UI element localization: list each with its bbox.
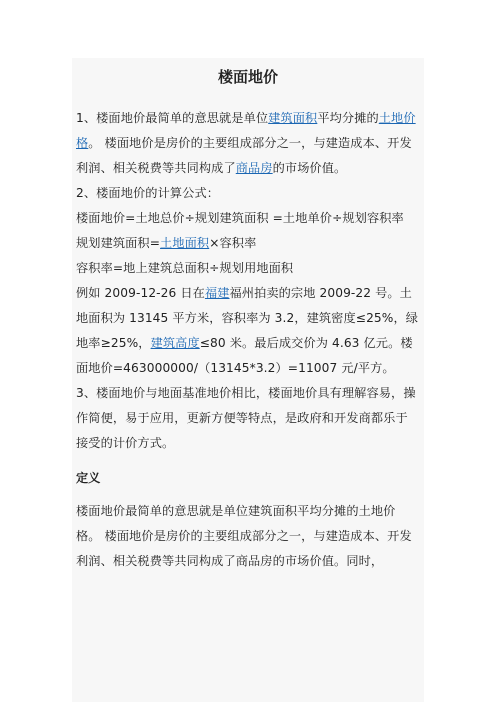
paragraph-1	[72, 106, 424, 181]
paragraph-3: 3、楼面地价与地面基准地价相比，楼面地价具有理解容易，操作简便，易于应用，更新方便等特点，是政府和开发商都乐于接受的计价方式。	[76, 386, 416, 450]
page-title: 楼面地价	[217, 68, 278, 86]
text: 的市场价值。	[272, 161, 347, 175]
text: 福州拍卖的宗地 2009-22 号。土地面积为 13145 平方米，容积率为 3.2，建筑密度≤25%，绿地率≥25%，	[76, 286, 419, 350]
text: ≤80 米。最后成交价为 4.63 亿元。楼面地价=463000000/（13145*3.2）=11007 元/平方。	[76, 336, 413, 375]
text: 。 楼面地价是房价的主要组成部分之一，与建造成本、开发利润、相关税费等共同构成了	[76, 136, 412, 175]
text: 平均分摊的	[317, 111, 379, 125]
paragraph-plot-ratio: 容积率=地上建筑总面积÷规划用地面积	[76, 261, 294, 275]
text: 规划建筑面积=	[76, 236, 161, 250]
link-fujian[interactable]: 福建	[204, 286, 230, 300]
text: 1、楼面地价最简单的意思就是单位	[76, 111, 269, 125]
article-body	[72, 58, 424, 702]
paragraph-2: 2、楼面地价的计算公式：	[76, 186, 220, 200]
section-heading-definition: 定义	[76, 471, 101, 485]
paragraph-formula: 楼面地价=土地总价÷规划建筑面积 =土地单价÷规划容积率	[76, 211, 404, 225]
link-land-area[interactable]: 土地面积	[160, 236, 210, 250]
paragraph-example	[72, 281, 424, 381]
paragraph-definition: 楼面地价最简单的意思就是单位建筑面积平均分摊的土地价格。 楼面地价是房价的主要组成部分之一，与建造成本、开发利润、相关税费等共同构成了商品房的市场价值。同时，	[76, 504, 412, 568]
link-building-height[interactable]: 建筑高度	[150, 336, 200, 350]
link-land-price[interactable]: 土地价格	[76, 111, 416, 150]
link-commercial-housing[interactable]: 商品房	[235, 161, 273, 175]
paragraph-planned-area	[72, 231, 424, 256]
text: 例如 2009-12-26 日在	[76, 286, 205, 300]
link-building-area[interactable]: 建筑面积	[268, 111, 318, 125]
text: ×容积率	[209, 236, 257, 250]
